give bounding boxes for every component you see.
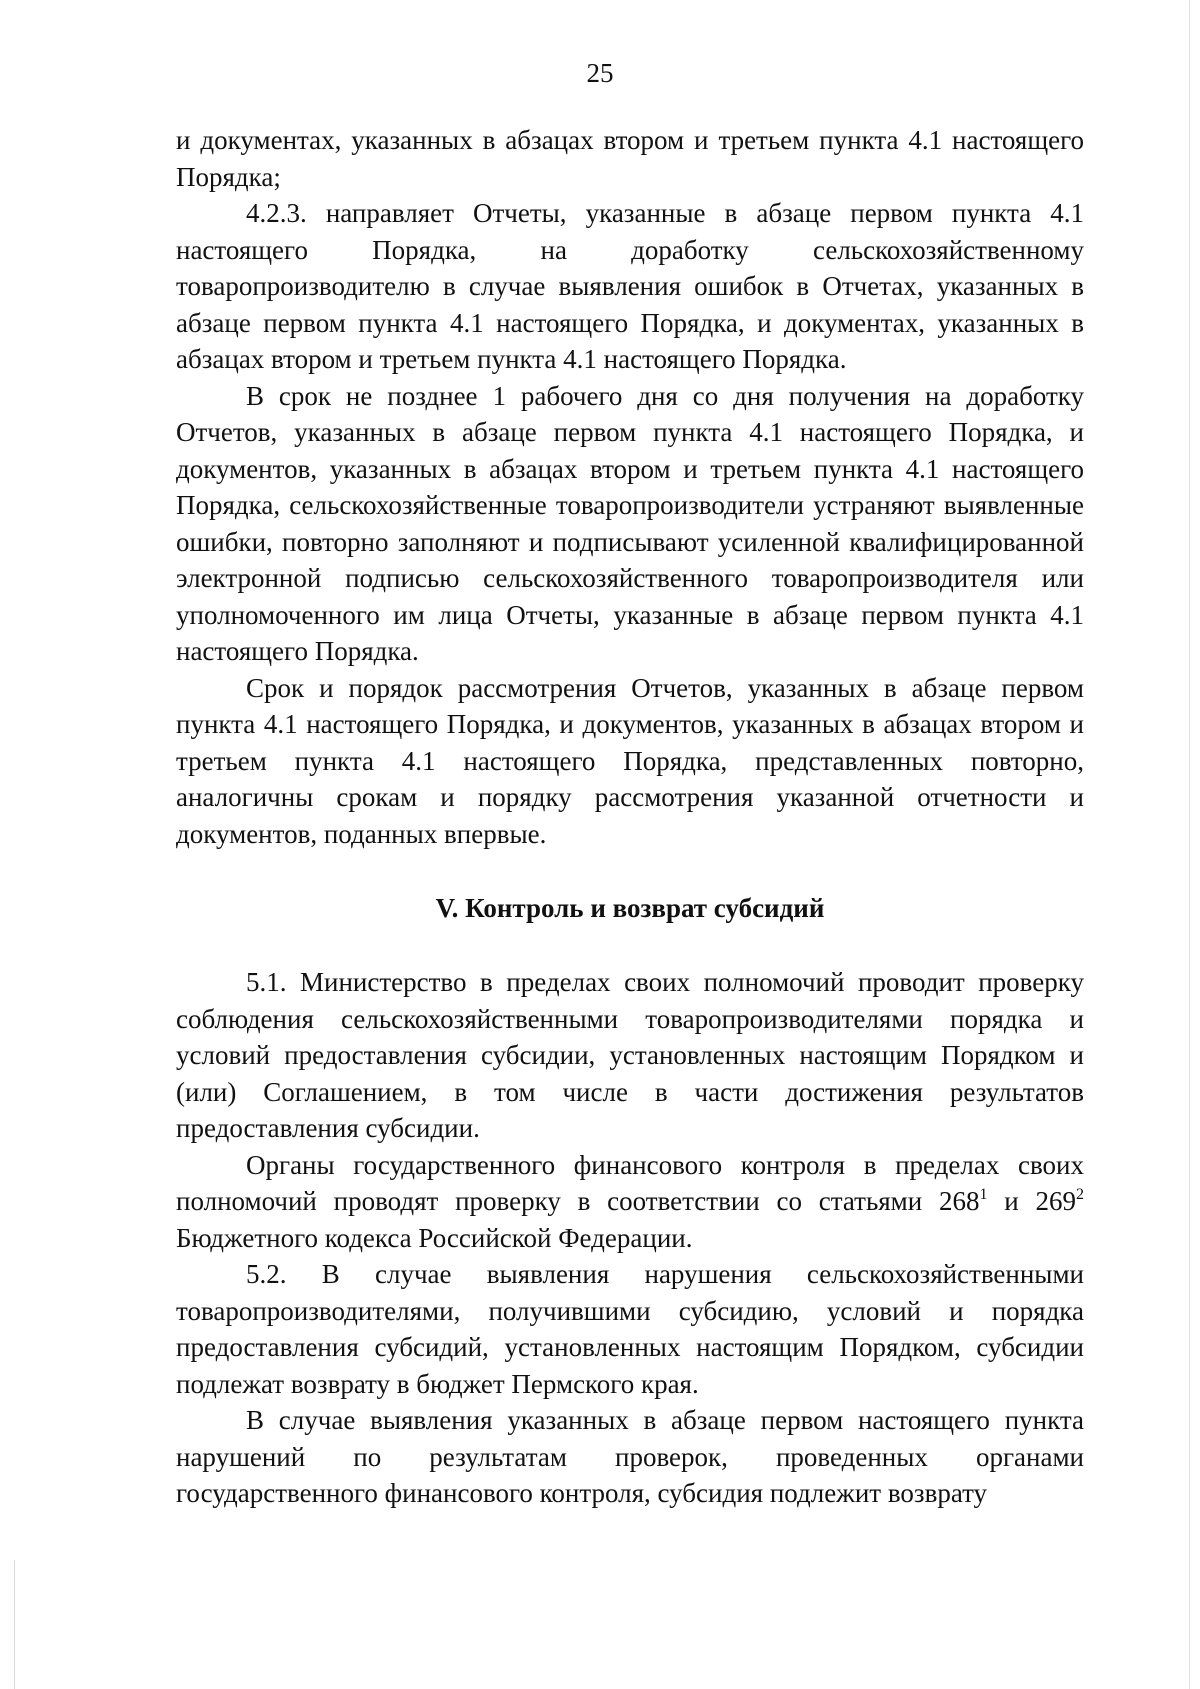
paragraph: 4.2.3. направляет Отчеты, указанные в абзаце первом пункта 4.1 настоящего Порядка, на доработку сельскохозяйственному товаропроизводителю в случае выявления ошибок в Отчетах, указанных в абзаце первом пункта 4.1 настоящего Порядка, и документах, указанных в абзацах втором и третьем пункта 4.1 настоящего Порядка. [176, 198, 1084, 374]
paragraph: В случае выявления указанных в абзаце первом настоящего пункта нарушений по результатам проверок, проведенных органами государственного финансового контроля, субсидия подлежит возврату [176, 1405, 1084, 1508]
paragraph: Срок и порядок рассмотрения Отчетов, указанных в абзаце первом пункта 4.1 настоящего Порядка, и документов, указанных в абзацах втором и третьем пункта 4.1 настоящего Порядка, представленных повторно, аналогичны срокам и порядку рассмотрения указанной отчетности и документов, поданных впервые. [176, 672, 1084, 849]
superscript-index: 1 [979, 1186, 988, 1203]
scan-edge-mark [14, 1560, 15, 1689]
paragraph: В срок не позднее 1 рабочего дня со дня получения на доработку Отчетов, указанных в абзаце первом пункта 4.1 настоящего Порядка, и документов, указанных в абзацах втором и третьем пункта 4.1 настоящего Порядка, сельскохозяйственные товаропроизводители устраняют выявленные ошибки, повторно заполняют и подписывают усиленной квалифицированной электронной подписью сельскохозяйственного товаропроизводителя или уполномоченного им лица Отчеты, указанные в абзаце первом пункта 4.1 настоящего Порядка. [176, 380, 1084, 666]
paragraph-text: и 269 [987, 1186, 1076, 1216]
page-number: 25 [586, 58, 614, 88]
paragraph-with-footnote-refs [176, 1147, 1084, 1257]
paragraph-text: Бюджетного кодекса Российской Федерации. [176, 1222, 693, 1253]
paragraph: и документах, указанных в абзацах втором и третьем пункта 4.1 настоящего Порядка; [176, 125, 1084, 192]
spacer [176, 926, 1084, 964]
section-heading: V. Контроль и возврат субсидий [435, 893, 825, 923]
paragraph: 5.2. В случае выявления нарушения сельскохозяйственными товаропроизводителями, получившими субсидию, условий и порядка предоставления субсидий, установленных настоящим Порядком, субсидии подлежат возврату в бюджет Пермского края. [176, 1259, 1084, 1399]
scan-edge-mark [1189, 0, 1190, 1689]
paragraph: 5.1. Министерство в пределах своих полномочий проводит проверку соблюдения сельскохозяйственными товаропроизводителями порядка и условий предоставления субсидии, установленных настоящим Порядком и (или) Соглашением, в том числе в части достижения результатов предоставления субсидии. [176, 967, 1084, 1143]
superscript-index: 2 [1076, 1186, 1084, 1203]
spacer [176, 852, 1084, 890]
document-body [176, 122, 1084, 1512]
paragraph-text: Органы государственного финансового контроля в пределах своих полномочий проводят проверку в соответствии со статьями 268 [176, 1149, 1084, 1216]
